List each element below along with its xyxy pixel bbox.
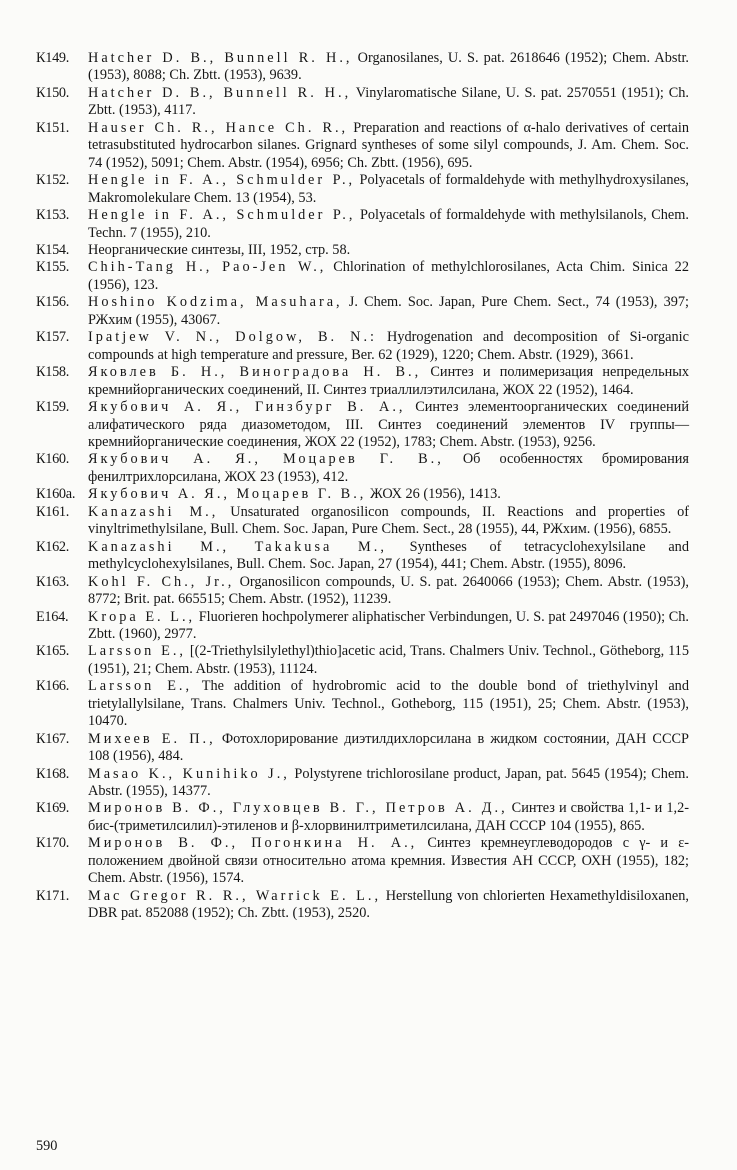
reference-authors: Hatcher D. B., Bunnell R. H.,: [88, 84, 352, 101]
reference-id: К165.: [36, 643, 70, 660]
reference-id: К167.: [36, 730, 70, 747]
reference-body: [88, 329, 689, 364]
reference-text: Синтез элементоорганических соединений алифатического ряда диазометодом, III. Синтез соединений элементов IV группы—кремнийорганические соединения, ЖОХ 22 (1952), 1783; Chem. Abstr. (1953), 9256.: [88, 399, 689, 450]
reference-text: Organosilicon compounds, U. S. pat. 2640066 (1953); Chem. Abstr. (1953), 8772; Brit. pat. 665515; Chem. Abstr. (1952), 11239.: [88, 573, 689, 608]
reference-authors: Masao K., Kunihiko J.,: [88, 765, 290, 782]
reference-text: Herstellung von chlorierten Hexamethyldisiloxanen, DBR pat. 852088 (1952); Ch. Zbtt. (1953), 2520.: [88, 887, 689, 922]
reference-id: К162.: [36, 538, 70, 555]
reference-entry: [36, 504, 689, 539]
reference-text: The addition of hydrobromic acid to the double bond of triethylvinyl and trietylallylsilane, Trans. Chalmers Univ. Technol., Gotheborg, 115 (1951), 25; Chem. Abstr. (1953), 10470.: [88, 678, 689, 730]
reference-body: [88, 486, 689, 503]
reference-entry: [36, 539, 689, 574]
reference-id: К171.: [36, 887, 70, 904]
reference-text: Hydrogenation and decomposition of Si-organic compounds at high temperature and pressure, Ber. 62 (1929), 1220; Chem. Abstr. (1929), 3661.: [88, 329, 689, 363]
reference-authors: Hengle in F. A., Schmulder P.,: [88, 172, 356, 189]
reference-body: [88, 364, 689, 399]
reference-text: Об особенностях бромирования фенилтрихлорсилана, ЖОХ 23 (1953), 412.: [88, 451, 689, 485]
reference-id: К160.: [36, 451, 70, 468]
reference-entry: [36, 364, 689, 399]
reference-id: К150.: [36, 84, 70, 101]
reference-text: Фотохлорирование диэтилдихлорсилана в жидком состоянии, ДАН СССР 108 (1956), 484.: [88, 730, 689, 765]
reference-id: К169.: [36, 800, 70, 817]
reference-entry: [36, 120, 689, 172]
reference-authors: Hoshino Kodzima, Masuhara,: [88, 294, 343, 311]
reference-authors: Hauser Ch. R., Hance Ch. R.,: [88, 119, 349, 136]
reference-id: К166.: [36, 678, 70, 695]
reference-entry: [36, 835, 689, 887]
reference-id: К158.: [36, 364, 70, 381]
reference-text: Синтез кремнеуглеводородов с γ- и ε-положением двойной связи относительно атома кремния. Известия АН СССР, ОХН (1955), 182; Chem. Abstr. (1956), 1574.: [88, 835, 689, 887]
reference-entry: [36, 85, 689, 120]
reference-body: [88, 766, 689, 801]
reference-entry: [36, 294, 689, 329]
reference-text: J. Chem. Soc. Japan, Pure Chem. Sect., 74 (1953), 397; РЖхим (1955), 43067.: [88, 294, 689, 328]
reference-text: Chlorination of methylchlorosilanes, Acta Chim. Sinica 22 (1956), 123.: [88, 259, 689, 293]
reference-body: [88, 504, 689, 539]
reference-text: Vinylaromatische Silane, U. S. pat. 2570551 (1951); Ch. Zbtt. (1953), 4117.: [88, 84, 689, 119]
reference-text: Polyacetals of formaldehyde with methylsilanols, Chem. Techn. 7 (1955), 210.: [88, 207, 689, 241]
reference-id: К170.: [36, 835, 70, 852]
reference-id: К154.: [36, 241, 70, 258]
reference-text: Синтез и полимеризация непредельных кремнийорганических соединений, II. Синтез триаллилэтилсилана, ЖОХ 22 (1952), 1464.: [88, 364, 689, 398]
reference-entry: [36, 451, 689, 486]
reference-text: Синтез и свойства 1,1- и 1,2-бис-(триметилсилил)-этиленов и β-хлорвинилтриметилсилана, ДАН СССР 104 (1955), 865.: [88, 800, 689, 834]
reference-authors: Hatcher D. B., Bunnell R. H.,: [88, 50, 353, 66]
reference-id: К149.: [36, 50, 70, 66]
reference-body: [88, 678, 689, 730]
reference-body: [88, 207, 689, 242]
reference-text: Unsaturated organosilicon compounds, II. Reactions and properties of vinyltrimethylsilane, Bull. Chem. Soc. Japan, Pure Chem. Sect., 28 (1955), 44, РЖхим. (1956), 6855.: [88, 503, 689, 538]
reference-body: [88, 85, 689, 120]
reference-entry: [36, 643, 689, 678]
reference-id: К161.: [36, 503, 70, 520]
reference-text: [(2-Triethylsilylethyl)thio]acetic acid, Trans. Chalmers Univ. Technol., Götheborg, 115 (1951), 21; Chem. Abstr. (1953), 11124.: [88, 643, 689, 677]
reference-authors: Hengle in F. A., Schmulder P.,: [88, 207, 356, 224]
reference-body: [88, 643, 689, 678]
reference-id: К153.: [36, 207, 70, 224]
reference-entry: [36, 731, 689, 766]
reference-id: К152.: [36, 172, 70, 189]
reference-text: ЖОХ 26 (1956), 1413.: [366, 486, 501, 503]
reference-entry: [36, 800, 689, 835]
reference-authors: Михеев Е. П.,: [88, 730, 216, 747]
reference-text: Organosilanes, U. S. pat. 2618646 (1952); Chem. Abstr. (1953), 8088; Ch. Zbtt. (1953), 9639.: [88, 50, 689, 84]
reference-authors: Якубович А. Я., Гинзбург В. А.,: [88, 399, 406, 416]
reference-list: [36, 50, 689, 923]
reference-body: [88, 731, 689, 766]
reference-text: Polyacetals of formaldehyde with methylhydroxysilanes, Makromolekulare Chem. 13 (1954), 53.: [88, 172, 689, 206]
reference-body: [88, 609, 689, 644]
reference-id: К163.: [36, 573, 70, 590]
reference-text: Syntheses of tetracyclohexylsilane and methylcyclohexylsilanes, Bull. Chem. Soc. Japan, 27 (1954), 441; Chem. Abstr. (1955), 8096.: [88, 538, 689, 573]
reference-authors: Mac Gregor R. R., Warrick E. L.,: [88, 887, 382, 904]
reference-text: Неорганические синтезы, III, 1952, стр. 58.: [88, 241, 351, 258]
reference-body: [88, 172, 689, 207]
reference-id: К168.: [36, 765, 70, 782]
reference-body: [88, 835, 689, 887]
reference-entry: [36, 399, 689, 451]
reference-authors: Kanazashi M., Takakusa M.,: [88, 538, 387, 555]
reference-id: К159.: [36, 399, 70, 416]
reference-authors: Ipatjew V. N., Dolgow, B. N.:: [88, 329, 378, 346]
reference-entry: [36, 766, 689, 801]
reference-authors: Яковлев Б. Н., Виноградова Н. В.,: [88, 364, 422, 381]
reference-entry: [36, 329, 689, 364]
reference-body: [88, 259, 689, 294]
reference-body: [88, 800, 689, 835]
reference-body: [88, 399, 689, 451]
reference-id: К160а.: [36, 486, 76, 503]
reference-id: E164.: [36, 608, 69, 625]
reference-authors: Kanazashi M.,: [88, 503, 219, 520]
reference-entry: [36, 172, 689, 207]
reference-id: К155.: [36, 259, 70, 276]
reference-body: [88, 120, 689, 172]
reference-authors: Миронов В. Ф., Погонкина Н. А.,: [88, 835, 418, 852]
reference-id: К156.: [36, 294, 70, 311]
reference-body: [88, 574, 689, 609]
reference-entry: [36, 678, 689, 730]
reference-text: Fluorieren hochpolymerer aliphatischer Verbindungen, U. S. pat 2497046 (1950); Ch. Zbtt. (1960), 2977.: [88, 608, 689, 642]
reference-authors: Larsson E.,: [88, 678, 193, 695]
reference-entry: [36, 486, 689, 503]
reference-text: Preparation and reactions of α-halo derivatives of certain tetrasubstituted hydrocarbon silanes. Grignard syntheses of some silyl compounds, J. Am. Chem. Soc. 74 (1952), 5091; Chem. Abstr. (1954), 6956; Ch. Zbtt. (1956), 695.: [88, 119, 689, 171]
reference-authors: Якубович А. Я., Моцарев Г. В.,: [88, 451, 444, 468]
reference-authors: Kropa E. L.,: [88, 608, 196, 625]
reference-authors: Миронов В. Ф., Глуховцев В. Г., Петров А. Д.,: [88, 800, 508, 817]
reference-entry: [36, 888, 689, 923]
reference-id: К157.: [36, 329, 70, 346]
reference-body: [88, 888, 689, 923]
reference-entry: [36, 242, 689, 259]
reference-entry: [36, 207, 689, 242]
reference-authors: Kohl F. Ch., Jr.,: [88, 573, 235, 590]
reference-body: [88, 539, 689, 574]
reference-entry: [36, 609, 689, 644]
reference-authors: Chih-Tang H., Pao-Jen W.,: [88, 259, 327, 276]
reference-entry: [36, 50, 689, 85]
reference-text: Polystyrene trichlorosilane product, Japan, pat. 5645 (1954); Chem. Abstr. (1955), 14377.: [88, 765, 689, 800]
reference-authors: Якубович А. Я., Моцарев Г. В.,: [88, 486, 367, 503]
reference-entry: [36, 574, 689, 609]
reference-authors: Larsson E.,: [88, 643, 186, 660]
reference-body: [88, 451, 689, 486]
reference-entry: [36, 259, 689, 294]
reference-body: [88, 242, 689, 259]
reference-body: [88, 50, 689, 85]
reference-body: [88, 294, 689, 329]
reference-id: К151.: [36, 119, 70, 136]
page-number: 590: [36, 1138, 58, 1154]
